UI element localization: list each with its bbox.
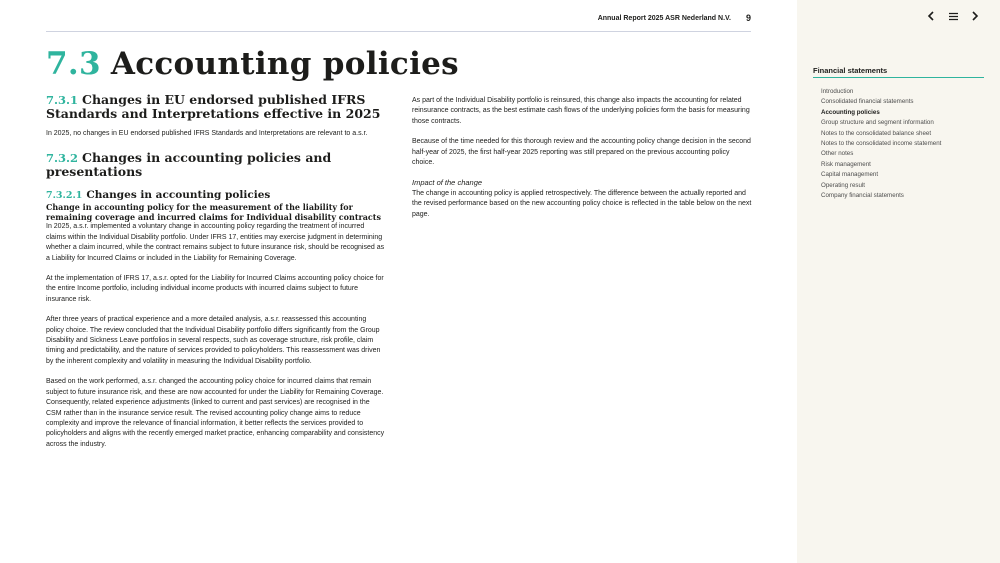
left-column xyxy=(46,93,386,450)
subsection-heading-7-3-2 xyxy=(46,151,386,179)
table-of-contents xyxy=(821,87,941,201)
chevron-left-icon[interactable] xyxy=(924,9,938,23)
sidebar-title: Financial statements xyxy=(813,66,984,78)
report-title: Annual Report 2025 ASR Nederland N.V. xyxy=(597,15,731,22)
subsection-title: Changes in accounting policies and presentations xyxy=(46,150,332,180)
toc-item[interactable]: Other notes xyxy=(821,150,854,158)
subsection-title: Changes in accounting policies xyxy=(86,189,271,202)
paragraph: After three years of practical experience and a more detailed analysis, a.s.r. reassessed this accounting policy choice. The review concluded that the Individual Disability portfolio differs significantly from the Group Disability and Sickness Leave portfolios in several respects, such as coverage structure, risk profile, claim timing and predictability, and the nature of services provided to policyholders. This reassessment was driven by the inherent complexity and volatility in measuring the Individual Disability portfolio. xyxy=(46,316,381,365)
subsection-heading-7-3-1 xyxy=(46,93,386,121)
section-number: 7.3 xyxy=(46,46,101,82)
subsection-title: Changes in EU endorsed published IFRS Standards and Interpretations effective in 2025 xyxy=(46,92,381,121)
toc-item[interactable]: Capital management xyxy=(821,171,879,179)
page-number: 9 xyxy=(745,13,751,23)
toc-item[interactable]: Operating result xyxy=(821,181,866,189)
toc-item[interactable]: Group structure and segment information xyxy=(821,119,934,127)
section-title: Accounting policies xyxy=(110,46,459,82)
subsection-number: 7.3.2 xyxy=(46,151,79,166)
chevron-right-icon[interactable] xyxy=(968,9,982,23)
toc-item[interactable]: Risk management xyxy=(821,160,871,168)
sidebar-nav xyxy=(924,9,982,23)
subsection-heading-7-3-2-1 xyxy=(46,189,386,202)
paragraph: The change in accounting policy is applied retrospectively. The difference between the actually reported and the revised performance based on the new accounting policy choice is reflected in the table below on the next page. xyxy=(412,189,752,218)
paragraph: At the implementation of IFRS 17, a.s.r. opted for the Liability for Incurred Claims accounting policy choice for the entire Income portfolio, including individual income products with incurred claims subject to future insurance risk. xyxy=(46,275,384,303)
paragraph: As part of the Individual Disability portfolio is reinsured, this change also impacts the accounting for related reinsurance contracts, as the best estimate cash flows of the underlying policies form the basis for measuring those contracts. xyxy=(412,97,750,125)
page-header xyxy=(46,12,751,32)
subsection-number: 7.3.1 xyxy=(46,93,79,107)
toc-item[interactable]: Company financial statements xyxy=(821,192,904,200)
sidebar xyxy=(797,0,1000,563)
right-column xyxy=(412,96,752,220)
page-title xyxy=(46,46,459,82)
toc-item[interactable]: Introduction xyxy=(821,88,854,95)
paragraph: Because of the time needed for this thorough review and the accounting policy change decision in the second half-year of 2025, the first half-year 2025 reporting was still prepared on the previous accounting policy choice. xyxy=(412,138,751,167)
paragraph: In 2025, a.s.r. implemented a voluntary change in accounting policy regarding the treatment of incurred claims within the Individual Disability portfolio. Under IFRS 17, entities may exercise judgment in determining whether a claim incurred, while the contract remains subject to future insurance risk, should be recognised as a Liability for Incurred Claims or included in the Liability for Remaining Coverage. xyxy=(46,223,385,262)
paragraph: In 2025, no changes in EU endorsed published IFRS Standards and Interpretations are relevant to a.s.r. xyxy=(46,130,368,137)
menu-icon[interactable] xyxy=(946,9,960,23)
subsection-number: 7.3.2.1 xyxy=(46,190,83,202)
impact-heading: Impact of the change xyxy=(412,178,483,188)
toc-item[interactable]: Notes to the consolidated balance sheet xyxy=(821,129,932,137)
toc-item[interactable]: Consolidated financial statements xyxy=(821,98,914,106)
toc-item-active[interactable]: Accounting policies xyxy=(821,108,880,116)
paragraph: Based on the work performed, a.s.r. changed the accounting policy choice for incurred claims that remain subject to future insurance risk, and these are now accounted for under the Liability for Remaining Coverage. Consequently, related experience adjustments (linked to current and past services) are recognised in the CSM rather than in the insurance service result. The revised accounting policy change aims to reduce complexity and improve the relevance of financial information, it better reflects the services provided to policyholders and aligns with the recently emerged market practice, enhancing comparability and consistency across the industry. xyxy=(46,378,385,448)
policy-change-subtitle: Change in accounting policy for the measurement of the liability for remaining coverage and incurred claims for Individual disability contracts xyxy=(46,202,381,223)
toc-item[interactable]: Notes to the consolidated income statement xyxy=(821,140,942,148)
